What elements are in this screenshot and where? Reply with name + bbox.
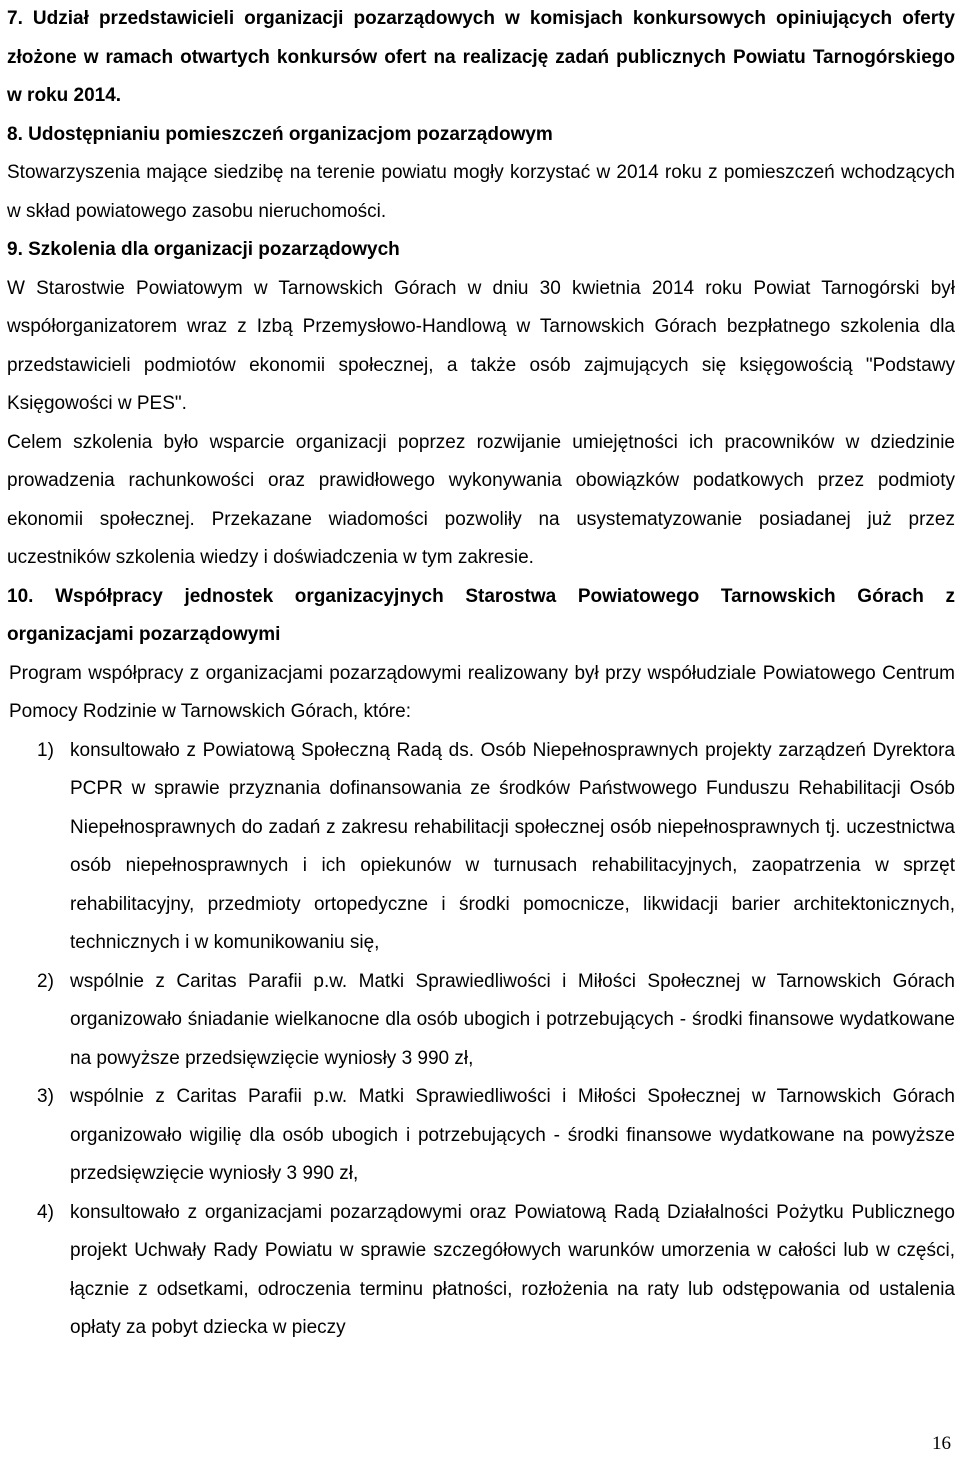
list-item xyxy=(7,1078,955,1194)
section-9-heading: 9. Szkolenia dla organizacji pozarządowych xyxy=(7,239,400,260)
list-item-number: 3) xyxy=(37,1086,54,1107)
section-8-body: Stowarzyszenia mające siedzibę na terenie powiatu mogły korzystać w 2014 roku z pomieszczeń wchodzących w skład powiatowego zasobu nieruchomości. xyxy=(7,162,955,222)
section-10-list xyxy=(7,732,955,1348)
page-number: 16 xyxy=(932,1433,951,1454)
list-item-text: wspólnie z Caritas Parafii p.w. Matki Sprawiedliwości i Miłości Społecznej w Tarnowskich Górach organizowało śniadanie wielkanocne dla osób ubogich i potrzebujących - środki finansowe wydatkowane na powyższe przedsięwzięcie wyniosły 3 990 zł, xyxy=(70,970,955,1069)
list-item-number: 2) xyxy=(37,970,54,992)
section-10-intro: Program współpracy z organizacjami pozarządowymi realizowany był przy współudziale Powiatowego Centrum Pomocy Rodzinie w Tarnowskich Górach, które: xyxy=(9,662,955,722)
list-item-number: 4) xyxy=(37,1201,54,1223)
section-9-body-2: Celem szkolenia było wsparcie organizacji poprzez rozwijanie umiejętności ich pracowników w dziedzinie prowadzenia rachunkowości oraz prawidłowego wykonywania obowiązków podatkowych przez podmioty ekonomii społecznej. Przekazane wiadomości pozwoliły na usystematyzowanie posiadanej już przez uczestników szkolenia wiedzy i doświadczenia w tym zakresie. xyxy=(7,431,955,568)
section-9-body-1: W Starostwie Powiatowym w Tarnowskich Górach w dniu 30 kwietnia 2014 roku Powiat Tarnogórski był współorganizatorem wraz z Izbą Przemysłowo-Handlową w Tarnowskich Górach bezpłatnego szkolenia dla przedstawicieli podmiotów ekonomii społecznej, a także osób zajmujących się księgowością "Podstawy Księgowości w PES". xyxy=(7,277,955,414)
section-7-heading: 7. Udział przedstawicieli organizacji pozarządowych w komisjach konkursowych opiniujących oferty złożone w ramach otwartych konkursów ofert na realizację zadań publicznych Powiatu Tarnogórskiego w roku 2014. xyxy=(7,8,955,106)
section-8-heading: 8. Udostępnianiu pomieszczeń organizacjom pozarządowym xyxy=(7,123,553,145)
list-item-text: konsultowało z Powiatową Społeczną Radą ds. Osób Niepełnosprawnych projekty zarządzeń Dyrektora PCPR w sprawie przyznania dofinansowania ze środków Państwowego Funduszu Rehabilitacji Osób Niepełnosprawnych do zadań z zakresu rehabilitacji społecznej osób niepełnosprawnych tj. uczestnictwa osób niepełnosprawnych i ich opiekunów w turnusach rehabilitacyjnych, zaopatrzenia w sprzęt rehabilitacyjny, przedmioty ortopedyczne i środki pomocnicze, likwidacji barier architektonicznych, technicznych i w komunikowaniu się, xyxy=(70,739,955,953)
list-item xyxy=(7,963,955,1079)
list-item xyxy=(7,1194,955,1348)
section-10-heading: 10. Współpracy jednostek organizacyjnych Starostwa Powiatowego Tarnowskich Górach z organizacjami pozarządowymi xyxy=(7,585,955,645)
list-item-text: wspólnie z Caritas Parafii p.w. Matki Sprawiedliwości i Miłości Społecznej w Tarnowskich Górach organizowało wigilię dla osób ubogich i potrzebujących - środki finansowe wydatkowane na powyższe przedsięwzięcie wyniosły 3 990 zł, xyxy=(70,1086,955,1184)
list-item-text: konsultowało z organizacjami pozarządowymi oraz Powiatową Radą Działalności Pożytku Publicznego projekt Uchwały Rady Powiatu w sprawie szczegółowych warunków umorzenia w całości lub w części, łącznie z odsetkami, odroczenia terminu płatności, rozłożenia na raty lub odstępowania od ustalenia opłaty za pobyt dziecka w pieczy xyxy=(70,1201,955,1338)
list-item xyxy=(7,732,955,963)
document-page xyxy=(7,0,955,1348)
list-item-number: 1) xyxy=(37,739,54,761)
